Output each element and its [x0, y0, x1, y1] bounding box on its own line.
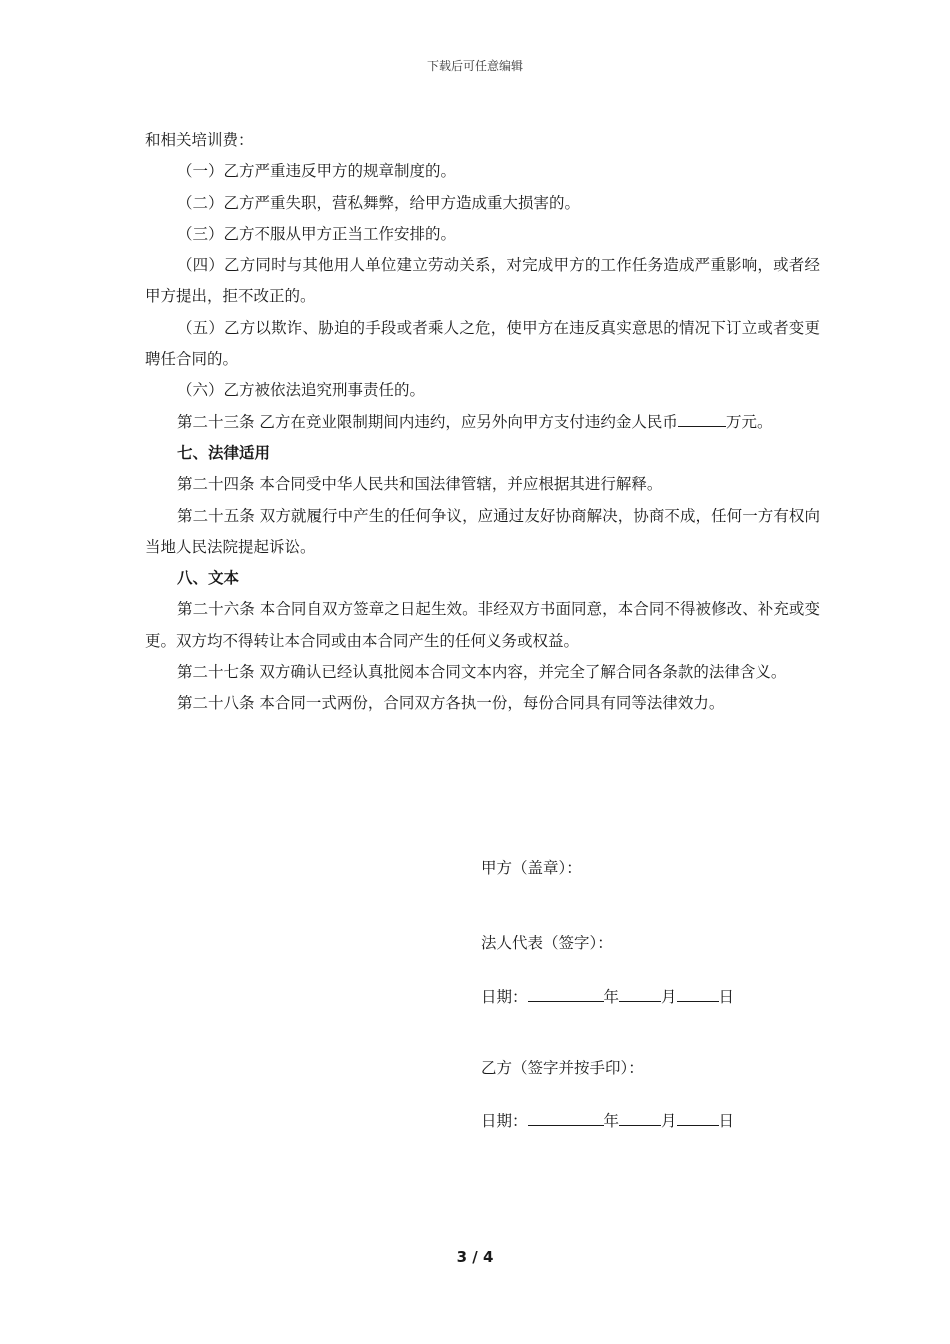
party-a-seal-label: 甲方（盖章）： [481, 859, 582, 877]
month-label: 月 [661, 1112, 677, 1130]
month-blank[interactable] [619, 983, 661, 1002]
party-b-date-line [481, 1107, 734, 1131]
continuation-line: 和相关培训费： [145, 131, 254, 149]
clause-item-1: （一）乙方严重违反甲方的规章制度的。 [177, 162, 457, 181]
article-28: 第二十八条 本合同一式两份，合同双方各执一份，每份合同具有同等法律效力。 [177, 694, 725, 713]
article-26: 第二十六条 本合同自双方签章之日起生效。非经双方书面同意，本合同不得被修改、补充或变更。双方均不得转让本合同或由本合同产生的任何义务或权益。 [145, 600, 820, 650]
contract-body [145, 125, 820, 720]
article-23-text: 第二十三条 乙方在竞业限制期间内违约，应另外向甲方支付违约金人民币 [177, 412, 678, 431]
date-label: 日期： [481, 988, 528, 1006]
clause-item-5: （五）乙方以欺诈、胁迫的手段或者乘人之危，使甲方在违反真实意思的情况下订立或者变更聘任合同的。 [145, 318, 820, 369]
date-label: 日期： [481, 1112, 528, 1130]
penalty-amount-blank[interactable] [678, 408, 726, 427]
month-blank[interactable] [619, 1107, 661, 1126]
month-label: 月 [661, 988, 677, 1006]
year-label: 年 [603, 1112, 620, 1130]
page-number: 3 / 4 [456, 1248, 494, 1266]
clause-item-4: （四）乙方同时与其他用人单位建立劳动关系，对完成甲方的工作任务造成严重影响，或者经甲方提出，拒不改正的。 [145, 256, 820, 306]
year-label: 年 [603, 988, 620, 1006]
party-a-date-line [481, 983, 734, 1007]
party-b-signature-label: 乙方（签字并按手印）： [481, 1059, 644, 1077]
clause-item-3: （三）乙方不服从甲方正当工作安排的。 [177, 224, 457, 243]
page-header-note: 下载后可任意编辑 [426, 59, 523, 73]
article-25: 第二十五条 双方就履行中产生的任何争议，应通过友好协商解决，协商不成，任何一方有权向当地人民法院提起诉讼。 [145, 506, 820, 556]
section-8-heading: 八、文本 [177, 569, 240, 588]
day-label: 日 [718, 1112, 735, 1130]
day-blank[interactable] [677, 983, 719, 1002]
article-24: 第二十四条 本合同受中华人民共和国法律管辖，并应根据其进行解释。 [177, 475, 663, 494]
article-23-unit: 万元。 [725, 412, 773, 431]
year-blank[interactable] [528, 983, 604, 1002]
legal-rep-signature-label: 法人代表（签字）： [481, 934, 613, 952]
article-23 [145, 407, 820, 438]
day-blank[interactable] [677, 1107, 719, 1126]
section-7-heading: 七、法律适用 [177, 443, 271, 462]
clause-item-6: （六）乙方被依法追究刑事责任的。 [177, 381, 426, 400]
year-blank[interactable] [528, 1107, 604, 1126]
clause-item-2: （二）乙方严重失职，营私舞弊，给甲方造成重大损害的。 [177, 193, 581, 212]
article-27: 第二十七条 双方确认已经认真批阅本合同文本内容，并完全了解合同各条款的法律含义。 [177, 663, 787, 682]
day-label: 日 [718, 988, 735, 1006]
